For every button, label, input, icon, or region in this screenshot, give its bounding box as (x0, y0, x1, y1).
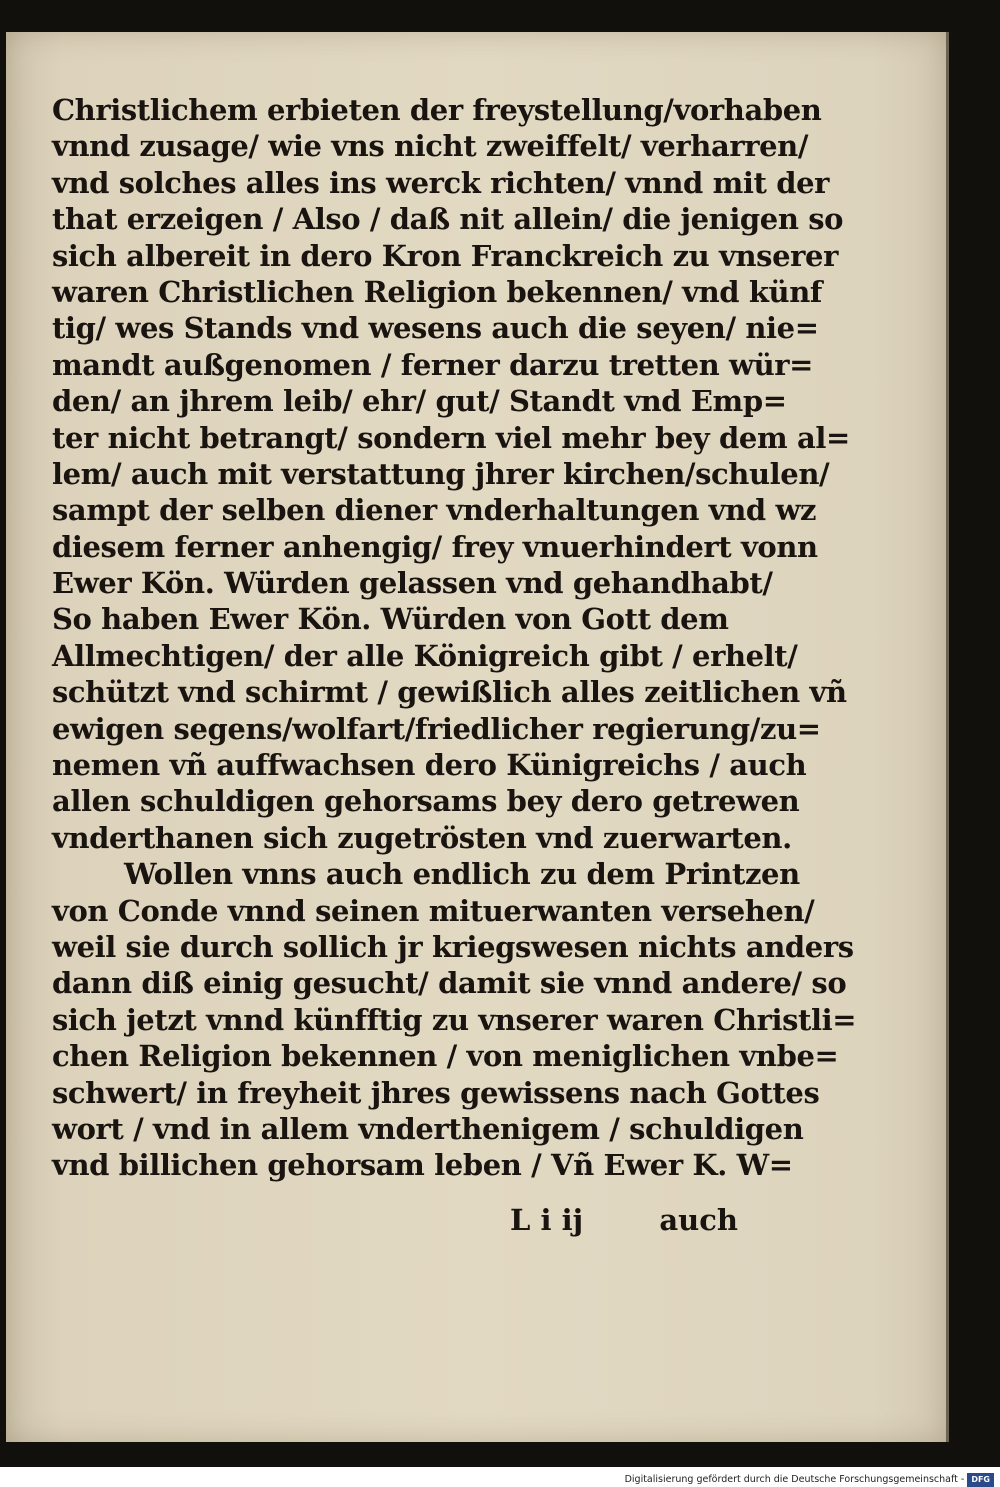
page-edge (946, 32, 949, 1442)
text-line: sich jetzt vnnd künfftig zu vnserer waren Christli= (52, 1002, 857, 1037)
text-line: ewigen segens/wolfart/friedlicher regierung/zu= (52, 711, 821, 746)
signature-mark: L i ij (510, 1203, 584, 1237)
text-line: Ewer Kön. Würden gelassen vnd gehandhabt/ (52, 566, 773, 601)
signature-row (52, 1203, 742, 1247)
credit-text: Digitalisierung gefördert durch die Deutsche Forschungsgemeinschaft - (624, 1474, 965, 1485)
text-line: dann diß einig gesucht/ damit sie vnnd andere/ so (52, 966, 847, 1001)
text-line: schützt vnd schirmt / gewißlich alles zeitlichen vñ (52, 675, 847, 710)
paragraph-start-line: Wollen vnns auch endlich zu dem Printzen (124, 857, 800, 892)
text-line: schwert/ in freyheit jhres gewissens nach Gottes (52, 1075, 820, 1110)
catchword: auch (659, 1203, 738, 1237)
text-line: that erzeigen / Also / daß nit allein/ die jenigen so (52, 202, 844, 237)
text-line: vnnd zusage/ wie vns nicht zweiffelt/ verharren/ (52, 129, 809, 164)
text-line: vnd solches alles ins werck richten/ vnnd mit der (52, 165, 830, 200)
text-block (52, 92, 857, 1184)
text-line: sampt der selben diener vnderhaltungen vnd wz (52, 493, 817, 528)
text-line: waren Christlichen Religion bekennen/ vnd künf (52, 274, 822, 309)
text-line: tig/ wes Stands vnd wesens auch die seyen/ nie= (52, 311, 819, 346)
text-line: von Conde vnnd seinen mituerwanten versehen/ (52, 893, 815, 928)
text-line: sich albereit in dero Kron Franckreich zu vnserer (52, 238, 838, 273)
text-line: Christlichem erbieten der freystellung/vorhaben (52, 93, 822, 127)
text-line: diesem ferner anhengig/ frey vnuerhindert vonn (52, 529, 818, 564)
text-line: nemen vñ auffwachsen dero Künigreichs / auch (52, 748, 807, 783)
text-line: vnderthanen sich zugetrösten vnd zuerwarten. (52, 820, 792, 855)
dfg-logo: DFG (967, 1473, 994, 1487)
text-line: So haben Ewer Kön. Würden von Gott dem (52, 602, 729, 637)
text-line: Allmechtigen/ der alle Königreich gibt / erhelt/ (52, 638, 798, 673)
text-line: den/ an jhrem leib/ ehr/ gut/ Standt vnd Emp= (52, 384, 787, 419)
text-line: vnd billichen gehorsam leben / Vñ Ewer K. W= (52, 1148, 793, 1183)
text-line: weil sie durch sollich jr kriegswesen nichts anders (52, 929, 854, 964)
text-line: wort / vnd in allem vnderthenigem / schuldigen (52, 1111, 804, 1146)
text-line: allen schuldigen gehorsams bey dero getrewen (52, 784, 800, 819)
text-line: lem/ auch mit verstattung jhrer kirchen/schulen/ (52, 456, 830, 491)
digitization-credit (625, 1472, 994, 1487)
text-line: mandt außgenomen / ferner darzu tretten wür= (52, 347, 814, 382)
text-line: ter nicht betrangt/ sondern viel mehr bey dem al= (52, 420, 850, 455)
text-line: chen Religion bekennen / von meniglichen vnbe= (52, 1039, 839, 1074)
